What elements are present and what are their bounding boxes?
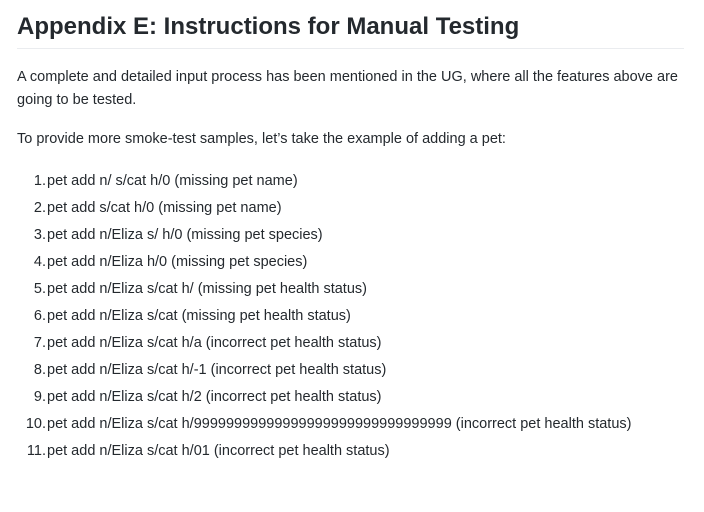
list-item-text: pet add n/Eliza s/cat h/ (missing pet health status) bbox=[47, 281, 367, 297]
list-number: 2. bbox=[33, 200, 46, 216]
test-case-item bbox=[17, 330, 684, 357]
test-case-item bbox=[17, 195, 684, 222]
list-item-text: pet add n/Eliza s/cat h/01 (incorrect pet health status) bbox=[47, 443, 390, 459]
test-case-item bbox=[17, 303, 684, 330]
test-case-item bbox=[17, 168, 684, 195]
list-number: 10. bbox=[25, 416, 46, 432]
list-number: 7. bbox=[33, 335, 46, 351]
test-case-list bbox=[17, 168, 684, 465]
lead-paragraph: To provide more smoke-test samples, let’s take the example of adding a pet: bbox=[17, 131, 506, 147]
list-number: 4. bbox=[33, 254, 46, 270]
test-case-item bbox=[17, 384, 684, 411]
list-item-text: pet add s/cat h/0 (missing pet name) bbox=[47, 200, 282, 216]
intro-paragraph: A complete and detailed input process has been mentioned in the UG, where all the features above are going to be tested. bbox=[17, 69, 678, 108]
list-item-text: pet add n/Eliza s/cat h/99999999999999999999999999999999 (incorrect pet health status) bbox=[47, 416, 632, 432]
test-case-item bbox=[17, 438, 684, 465]
list-item-text: pet add n/Eliza h/0 (missing pet species) bbox=[47, 254, 308, 270]
list-item-text: pet add n/Eliza s/cat h/a (incorrect pet health status) bbox=[47, 335, 382, 351]
list-number: 6. bbox=[33, 308, 46, 324]
list-number: 9. bbox=[33, 389, 46, 405]
list-number: 1. bbox=[33, 173, 46, 189]
test-case-item bbox=[17, 249, 684, 276]
test-case-item bbox=[17, 222, 684, 249]
list-item-text: pet add n/Eliza s/cat (missing pet health status) bbox=[47, 308, 351, 324]
list-item-text: pet add n/ s/cat h/0 (missing pet name) bbox=[47, 173, 298, 189]
list-item-text: pet add n/Eliza s/cat h/2 (incorrect pet health status) bbox=[47, 389, 382, 405]
test-case-item bbox=[17, 411, 684, 438]
list-number: 3. bbox=[33, 227, 46, 243]
test-case-item bbox=[17, 276, 684, 303]
list-number: 11. bbox=[26, 443, 46, 459]
section-heading: Appendix E: Instructions for Manual Testing bbox=[17, 0, 684, 49]
list-item-text: pet add n/Eliza s/cat h/-1 (incorrect pet health status) bbox=[47, 362, 387, 378]
test-case-item bbox=[17, 357, 684, 384]
list-item-text: pet add n/Eliza s/ h/0 (missing pet species) bbox=[47, 227, 323, 243]
list-number: 8. bbox=[33, 362, 46, 378]
list-number: 5. bbox=[33, 281, 46, 297]
